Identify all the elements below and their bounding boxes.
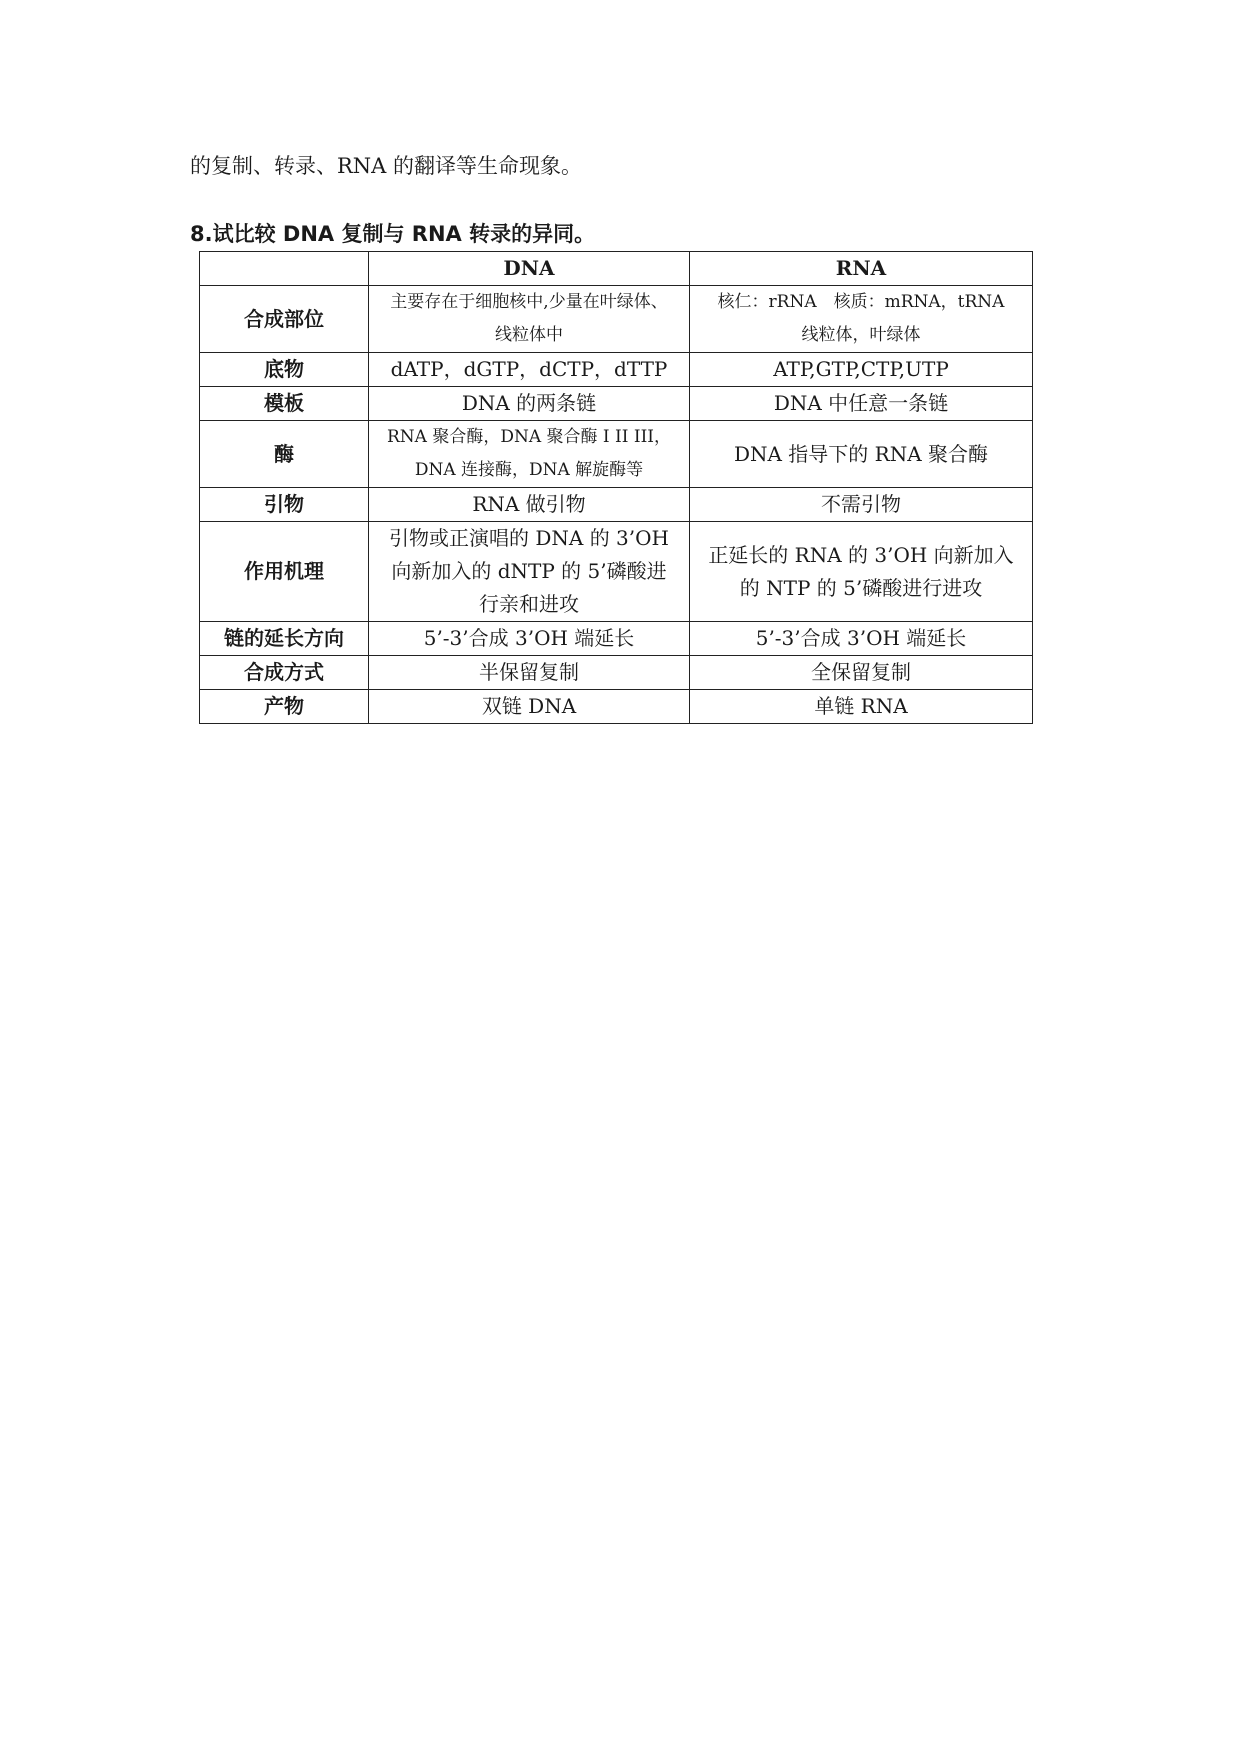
row-label: 酶 [200,421,369,488]
rna-cell: 核仁：rRNA 核质：mRNA，tRNA 线粒体，叶绿体 [690,286,1033,353]
rna-cell: 正延长的 RNA 的 3’OH 向新加入 的 NTP 的 5’磷酸进行进攻 [690,522,1033,622]
column-header-rna: RNA [690,252,1033,286]
table-row [200,353,1033,387]
intro-paragraph: 的复制、转录、RNA 的翻译等生命现象。 [190,154,583,178]
rna-cell: DNA 中任意一条链 [690,387,1033,421]
table-row [200,522,1033,622]
dna-cell: DNA 的两条链 [369,387,690,421]
row-label: 作用机理 [200,522,369,622]
rna-cell: 不需引物 [690,488,1033,522]
table-row [200,286,1033,353]
comparison-table [199,251,1033,724]
table-row [200,622,1033,656]
dna-cell: RNA 聚合酶，DNA 聚合酶 I II III， DNA 连接酶，DNA 解旋酶等 [369,421,690,488]
table-header-row [200,252,1033,286]
row-label: 模板 [200,387,369,421]
row-label: 合成部位 [200,286,369,353]
table-row [200,421,1033,488]
row-label: 链的延长方向 [200,622,369,656]
dna-cell: 半保留复制 [369,656,690,690]
question-heading: 8.试比较 DNA 复制与 RNA 转录的异同。 [190,222,596,246]
rna-cell: 全保留复制 [690,656,1033,690]
dna-cell: 双链 DNA [369,690,690,724]
row-label: 合成方式 [200,656,369,690]
dna-cell: 5’-3’合成 3’OH 端延长 [369,622,690,656]
row-label: 底物 [200,353,369,387]
rna-cell: ATP,GTP,CTP,UTP [690,353,1033,387]
rna-cell: DNA 指导下的 RNA 聚合酶 [690,421,1033,488]
rna-cell: 5’-3’合成 3’OH 端延长 [690,622,1033,656]
dna-cell: dATP，dGTP，dCTP，dTTP [369,353,690,387]
row-label: 产物 [200,690,369,724]
dna-cell: 引物或正演唱的 DNA 的 3’OH 向新加入的 dNTP 的 5’磷酸进 行亲和进攻 [369,522,690,622]
table-row [200,387,1033,421]
dna-cell: RNA 做引物 [369,488,690,522]
table-row [200,488,1033,522]
table-row [200,690,1033,724]
table-row [200,656,1033,690]
rna-cell: 单链 RNA [690,690,1033,724]
column-header-empty [200,252,369,286]
row-label: 引物 [200,488,369,522]
column-header-dna: DNA [369,252,690,286]
dna-cell: 主要存在于细胞核中,少量在叶绿体、 线粒体中 [369,286,690,353]
